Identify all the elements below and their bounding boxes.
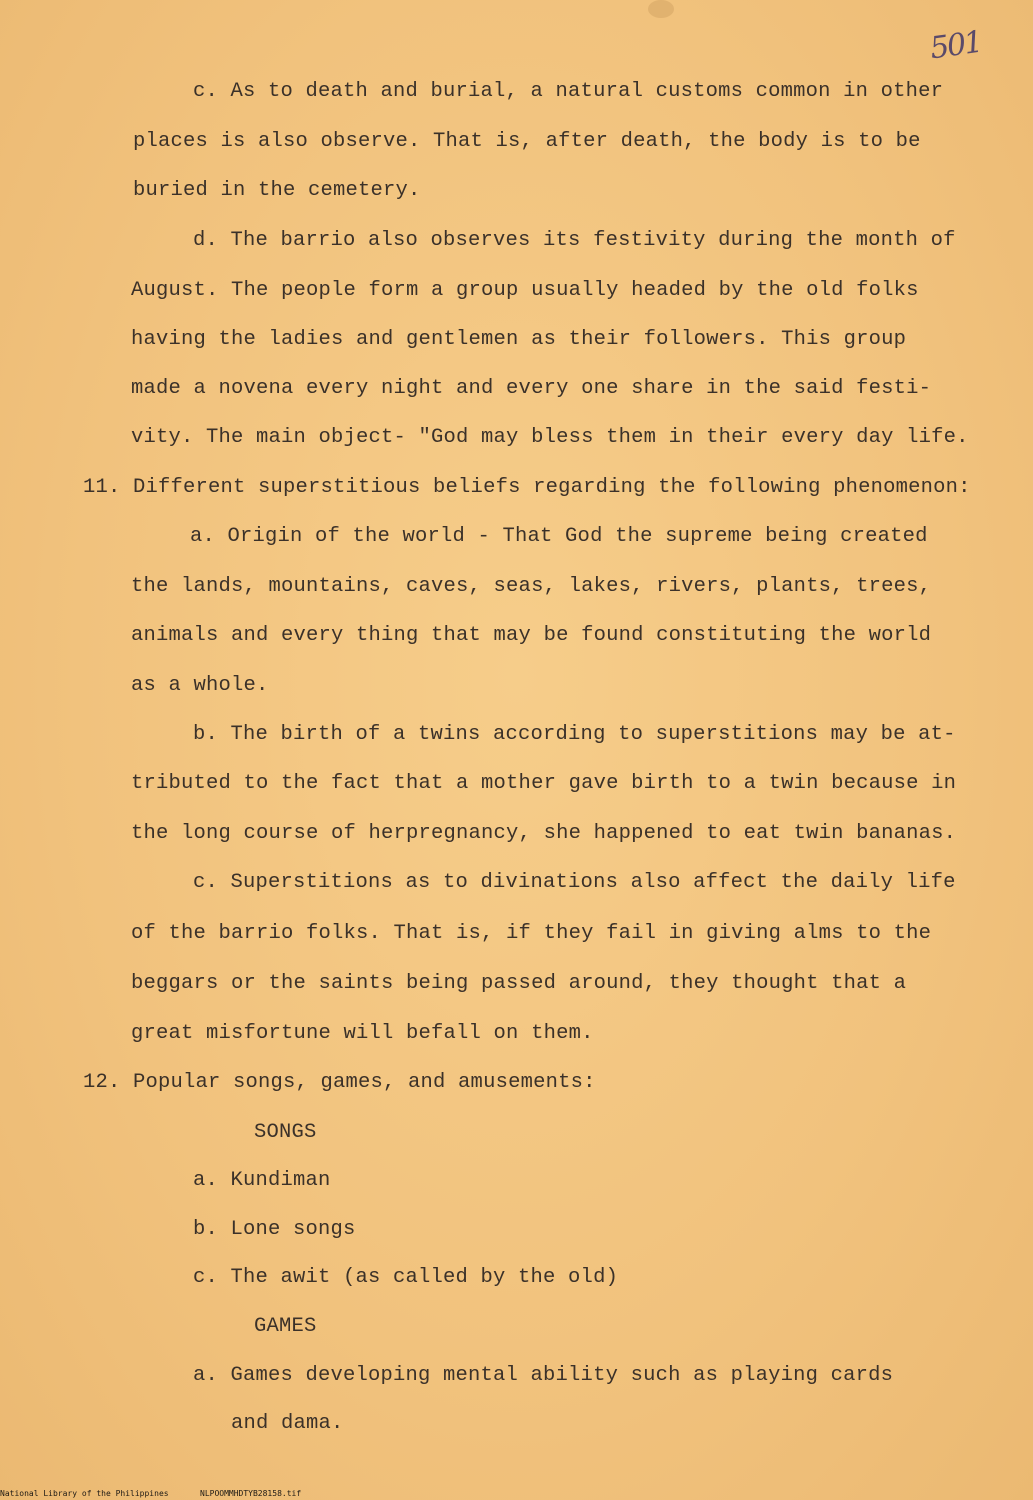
footer-filename: NLPOOMMHDTYB28158.tif	[200, 1489, 302, 1498]
text-line: places is also observe. That is, after death, the body is to be	[133, 130, 921, 153]
text-line: of the barrio folks. That is, if they fail in giving alms to the	[131, 922, 932, 945]
list-item: b. Lone songs	[193, 1218, 356, 1241]
text-line: having the ladies and gentlemen as their followers. This group	[131, 328, 907, 351]
text-line: and dama.	[231, 1412, 344, 1435]
page-number: 501	[927, 24, 984, 67]
text-line: vity. The main object- "God may bless them in their every day life.	[131, 426, 969, 449]
list-item: a. Kundiman	[193, 1169, 331, 1192]
games-heading: GAMES	[254, 1315, 317, 1338]
text-line: c. As to death and burial, a natural customs common in other	[193, 80, 944, 103]
songs-heading: SONGS	[254, 1121, 317, 1144]
text-line: buried in the cemetery.	[133, 179, 421, 202]
text-line: beggars or the saints being passed around, they thought that a	[131, 972, 907, 995]
text-line: the lands, mountains, caves, seas, lakes, rivers, plants, trees,	[131, 575, 932, 598]
text-line: tributed to the fact that a mother gave birth to a twin because in	[131, 772, 957, 795]
text-line: August. The people form a group usually headed by the old folks	[131, 279, 919, 302]
list-item: a. Games developing mental ability such as playing cards	[193, 1364, 894, 1387]
text-line: the long course of herpregnancy, she happened to eat twin bananas.	[131, 822, 957, 845]
text-line: as a whole.	[131, 674, 269, 697]
text-line: b. The birth of a twins according to superstitions may be at-	[193, 723, 956, 746]
text-line: d. The barrio also observes its festivity during the month of	[193, 229, 956, 252]
text-line: made a novena every night and every one share in the said festi-	[131, 377, 932, 400]
text-line: a. Origin of the world - That God the supreme being created	[190, 525, 928, 548]
paper-stain	[648, 0, 674, 18]
text-line: animals and every thing that may be found constituting the world	[131, 624, 932, 647]
section-heading-11: 11. Different superstitious beliefs regarding the following phenomenon:	[83, 476, 971, 499]
section-heading-12: 12. Popular songs, games, and amusements:	[83, 1071, 596, 1094]
text-line: great misfortune will befall on them.	[131, 1022, 594, 1045]
text-line: c. Superstitions as to divinations also affect the daily life	[193, 871, 956, 894]
list-item: c. The awit (as called by the old)	[193, 1266, 619, 1289]
footer-library: National Library of the Philippines	[0, 1489, 169, 1498]
